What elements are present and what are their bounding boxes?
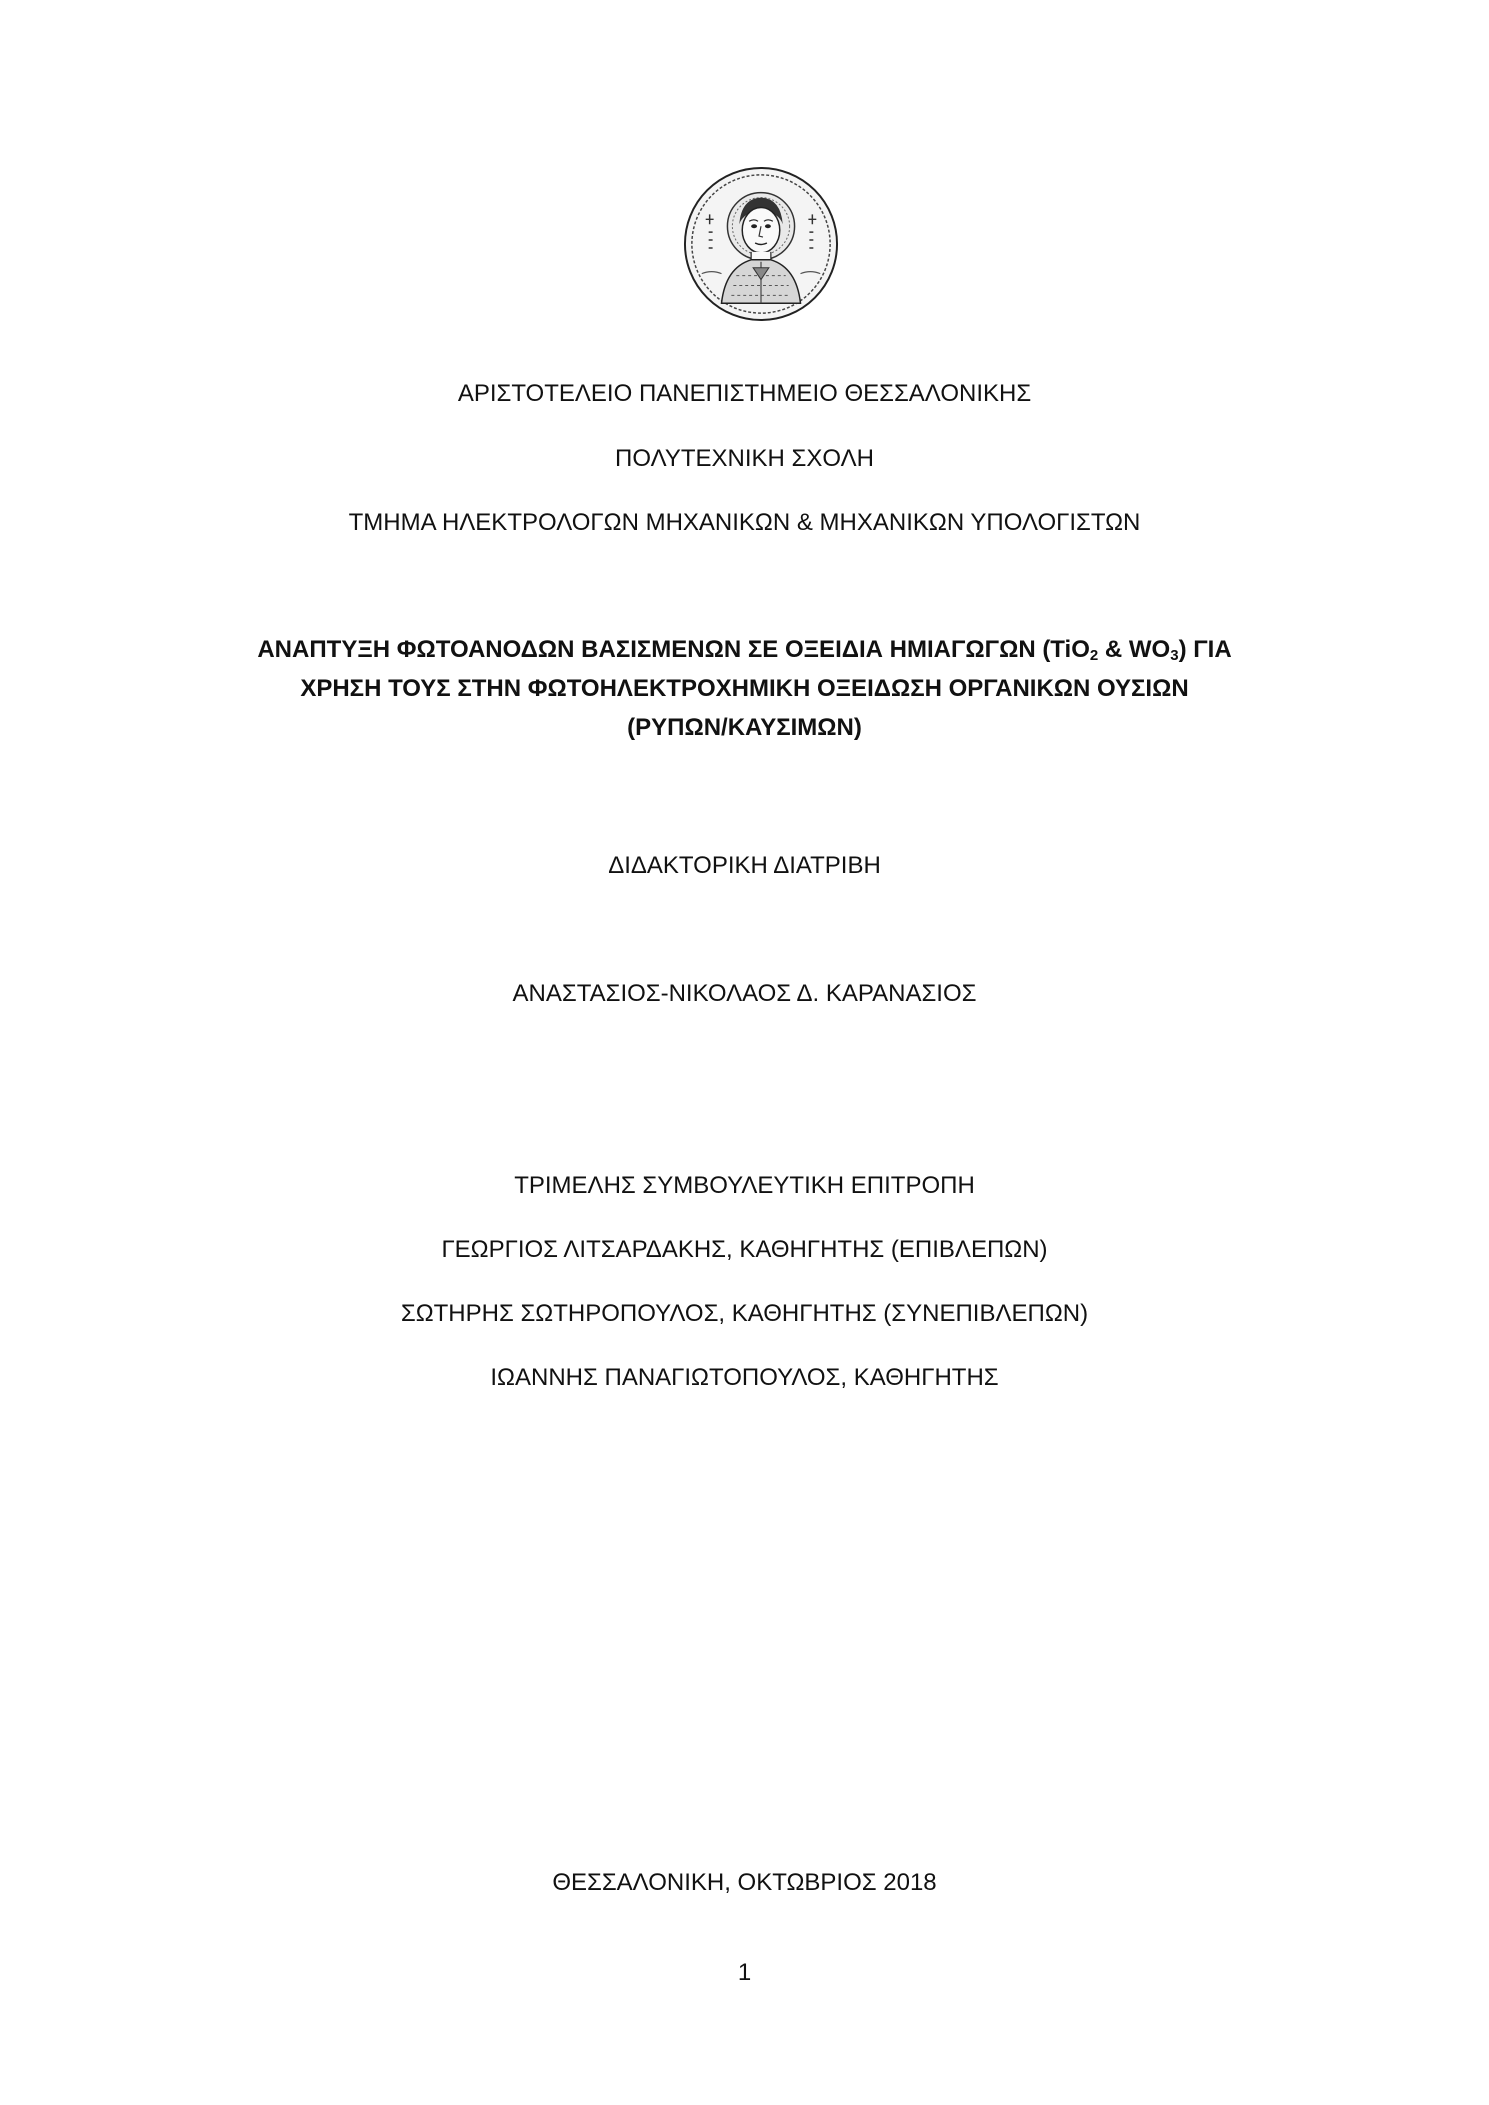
thesis-title-line-1: ΑΝΑΠΤΥΞΗ ΦΩΤΟΑΝΟΔΩΝ ΒΑΣΙΣΜΕΝΩΝ ΣΕ ΟΞΕΙΔΙΑ ΗΜΙΑΓΩΓΩΝ (TiO$_2$ & $WO_3$) ΓΙΑ bbox=[257, 636, 1232, 664]
committee-member: ΣΩΤΗΡΗΣ ΣΩΤΗΡΟΠΟΥΛΟΣ, ΚΑΘΗΓΗΤΗΣ (ΣΥΝΕΠΙΒΛΕΠΩΝ) bbox=[400, 1300, 1089, 1327]
department-name: ΤΜΗΜΑ ΗΛΕΚΤΡΟΛΟΓΩΝ ΜΗΧΑΝΙΚΩΝ & ΜΗΧΑΝΙΚΩΝ ΥΠΟΛΟΓΙΣΤΩΝ bbox=[348, 509, 1141, 536]
university-seal-icon bbox=[682, 165, 840, 323]
committee-member: ΓΕΩΡΓΙΟΣ ΛΙΤΣΑΡΔΑΚΗΣ, ΚΑΘΗΓΗΤΗΣ (ΕΠΙΒΛΕΠΩΝ) bbox=[441, 1236, 1048, 1263]
thesis-title-line-3: (ΡΥΠΩΝ/ΚΑΥΣΙΜΩΝ) bbox=[627, 714, 862, 741]
university-name: ΑΡΙΣΤΟΤΕΛΕΙΟ ΠΑΝΕΠΙΣΤΗΜΕΙΟ ΘΕΣΣΑΛΟΝΙΚΗΣ bbox=[457, 380, 1032, 407]
thesis-title-line-2: ΧΡΗΣΗ ΤΟΥΣ ΣΤΗΝ ΦΩΤΟΗΛΕΚΤΡΟΧΗΜΙΚΗ ΟΞΕΙΔΩΣΗ ΟΡΓΑΝΙΚΩΝ ΟΥΣΙΩΝ bbox=[300, 675, 1189, 702]
committee-member: ΙΩΑΝΝΗΣ ΠΑΝΑΓΙΩΤΟΠΟΥΛΟΣ, ΚΑΘΗΓΗΤΗΣ bbox=[490, 1364, 999, 1391]
thesis-type: ΔΙΔΑΚΤΟΡΙΚΗ ΔΙΑΤΡΙΒΗ bbox=[608, 852, 881, 879]
committee-heading: ΤΡΙΜΕΛΗΣ ΣΥΜΒΟΥΛΕΥΤΙΚΗ ΕΠΙΤΡΟΠΗ bbox=[514, 1172, 975, 1199]
thesis-author: ΑΝΑΣΤΑΣΙΟΣ-ΝΙΚΟΛΑΟΣ Δ. ΚΑΡΑΝΑΣΙΟΣ bbox=[512, 980, 977, 1007]
place-and-date: ΘΕΣΣΑΛΟΝΙΚΗ, ΟΚΤΩΒΡΙΟΣ 2018 bbox=[552, 1869, 937, 1896]
school-name: ΠΟΛΥΤΕΧΝΙΚΗ ΣΧΟΛΗ bbox=[615, 445, 874, 472]
page-number: 1 bbox=[737, 1959, 752, 1986]
